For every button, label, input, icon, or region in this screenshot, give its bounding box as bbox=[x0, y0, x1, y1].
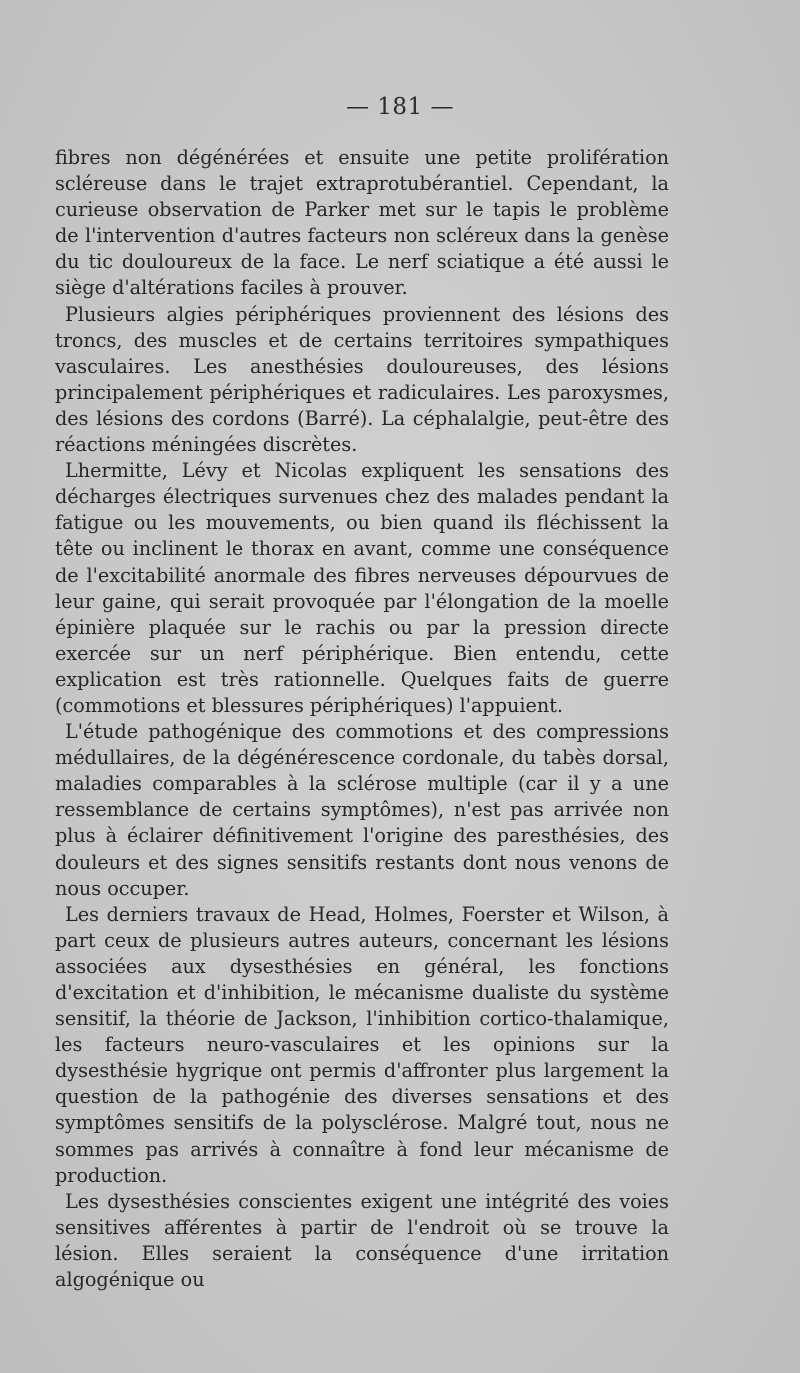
paragraph-3: Lhermitte, Lévy et Nicolas expliquent les sensations des décharges électriques survenues chez des malades pendant la fatigue ou les mouvements, ou bien quand ils fléchissent la tête ou inclinent le thorax en avant, comme une conséquence de l'excitabilité anormale des fibres nerveuses dépourvues de leur gaine, qui serait provoquée par l'élongation de la moelle épinière plaquée sur le rachis ou par la pression directe exercée sur un nerf périphérique. Bien entendu, cette explication est très rationnelle. Quelques faits de guerre (commotions et blessures périphériques) l'appuient. bbox=[55, 459, 669, 717]
page-number: — 181 — bbox=[345, 94, 455, 120]
paragraph-5: Les derniers travaux de Head, Holmes, Foerster et Wilson, à part ceux de plusieurs autres auteurs, concernant les lésions associées aux dysesthésies en général, les fonctions d'excitation et d'inhibition, le mécanisme dualiste du système sensitif, la théorie de Jackson, l'inhibition cortico-thalamique, les facteurs neuro-vasculaires et les opinions sur la dysesthésie hygrique ont permis d'affronter plus largement la question de la pathogénie des diverses sensations et des symptômes sensitifs de la polysclérose. Malgré tout, nous ne sommes pas arrivés à connaître à fond leur mécanisme de production. bbox=[55, 902, 669, 1187]
paragraph-6: Les dysesthésies conscientes exigent une intégrité des voies sensitives afférentes à partir de l'endroit où se trouve la lésion. Elles seraient la conséquence d'une irritation algogénique ou bbox=[55, 1189, 669, 1292]
paragraph-4: L'étude pathogénique des commotions et des compressions médullaires, de la dégénérescence cordonale, du tabès dorsal, maladies comparables à la sclérose multiple (car il y a une ressemblance de certains symptômes), n'est pas arrivée non plus à éclairer définitivement l'origine des paresthésies, des douleurs et des signes sensitifs restants dont nous venons de nous occuper. bbox=[55, 720, 669, 900]
body-text bbox=[55, 145, 669, 1293]
paragraph-2: Plusieurs algies périphériques proviennent des lésions des troncs, des muscles et de certains territoires sympathiques vasculaires. Les anesthésies douloureuses, des lésions principalement périphériques et radiculaires. Les paroxysmes, des lésions des cordons (Barré). La céphalalgie, peut-être des réactions méningées discrètes. bbox=[55, 302, 669, 457]
paragraph-1: fibres non dégénérées et ensuite une petite prolifération scléreuse dans le trajet extraprotubérantiel. Cependant, la curieuse observation de Parker met sur le tapis le problème de l'intervention d'autres facteurs non scléreux dans la genèse du tic douloureux de la face. Le nerf sciatique a été aussi le siège d'altérations faciles à prouver. bbox=[55, 146, 669, 300]
